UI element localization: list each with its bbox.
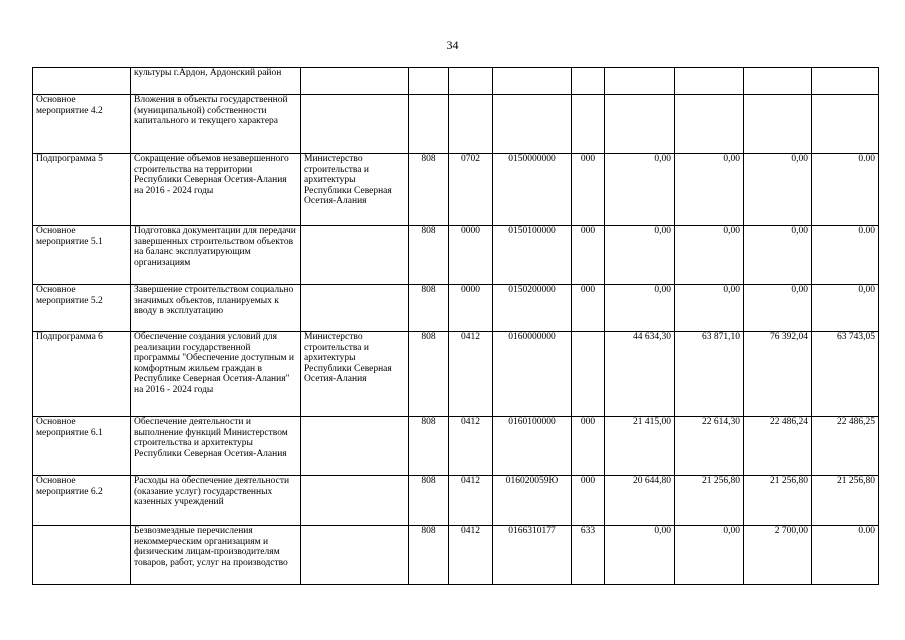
cell-amount-3: 0,00 <box>744 285 812 332</box>
cell-amount-3: 2 700,00 <box>744 526 812 585</box>
cell-amount-1 <box>605 68 675 95</box>
cell-grbs-code <box>409 68 449 95</box>
cell-amount-3: 22 486,24 <box>744 417 812 476</box>
cell-amount-1: 0,00 <box>605 154 675 226</box>
cell-amount-4: 63 743,05 <box>812 332 879 417</box>
cell-amount-2: 21 256,80 <box>675 476 744 526</box>
table-row <box>33 417 879 476</box>
cell-executor <box>301 476 409 526</box>
cell-executor: Министерство строительства и архитектуры Республики Северная Осетия-Алания <box>301 332 409 417</box>
cell-amount-4: 0,00 <box>812 285 879 332</box>
cell-title: Обеспечение создания условий для реализации государственной программы "Обеспечение доступным и комфортным жильем граждан в Республике Северная Осетия-Алания" на 2016 - 2024 годы <box>131 332 301 417</box>
cell-executor <box>301 417 409 476</box>
cell-amount-2: 63 871,10 <box>675 332 744 417</box>
table-row <box>33 476 879 526</box>
cell-vr-code: 000 <box>572 285 605 332</box>
cell-rzpr-code: 0412 <box>449 417 493 476</box>
cell-executor: Министерство строительства и архитектуры Республики Северная Осетия-Алания <box>301 154 409 226</box>
cell-rzpr-code: 0412 <box>449 332 493 417</box>
cell-amount-3: 76 392,04 <box>744 332 812 417</box>
cell-amount-1: 0,00 <box>605 526 675 585</box>
table-row <box>33 68 879 95</box>
cell-title: Подготовка документации для передачи завершенных строительством объектов на баланс эксплуатирующим организациям <box>131 226 301 285</box>
cell-amount-4: 0.00 <box>812 154 879 226</box>
table-row <box>33 95 879 154</box>
cell-grbs-code <box>409 95 449 154</box>
cell-rzpr-code: 0000 <box>449 285 493 332</box>
cell-vr-code: 000 <box>572 476 605 526</box>
cell-vr-code <box>572 68 605 95</box>
cell-amount-3: 0,00 <box>744 226 812 285</box>
table-row <box>33 526 879 585</box>
table-row <box>33 226 879 285</box>
cell-grbs-code: 808 <box>409 285 449 332</box>
cell-program-name: Подпрограмма 6 <box>33 332 131 417</box>
cell-title: Сокращение объемов незавершенного строительства на территории Республики Северная Осетия-Алания на 2016 - 2024 годы <box>131 154 301 226</box>
cell-executor <box>301 68 409 95</box>
cell-program-name: Подпрограмма 5 <box>33 154 131 226</box>
cell-amount-2: 22 614,30 <box>675 417 744 476</box>
cell-amount-2: 0,00 <box>675 285 744 332</box>
table-row <box>33 285 879 332</box>
cell-amount-4 <box>812 68 879 95</box>
cell-amount-4 <box>812 95 879 154</box>
cell-executor <box>301 226 409 285</box>
cell-amount-1: 44 634,30 <box>605 332 675 417</box>
cell-grbs-code: 808 <box>409 226 449 285</box>
cell-amount-1 <box>605 95 675 154</box>
cell-grbs-code: 808 <box>409 332 449 417</box>
cell-csr-code: 016020059Ю <box>493 476 572 526</box>
cell-amount-4: 21 256,80 <box>812 476 879 526</box>
cell-rzpr-code <box>449 95 493 154</box>
cell-csr-code: 0160100000 <box>493 417 572 476</box>
cell-amount-4: 0.00 <box>812 226 879 285</box>
cell-rzpr-code: 0412 <box>449 476 493 526</box>
cell-vr-code: 000 <box>572 154 605 226</box>
cell-program-name: Основное мероприятие 4.2 <box>33 95 131 154</box>
table-row <box>33 332 879 417</box>
cell-csr-code <box>493 95 572 154</box>
cell-amount-1: 0,00 <box>605 285 675 332</box>
cell-grbs-code: 808 <box>409 476 449 526</box>
cell-program-name: Основное мероприятие 6.2 <box>33 476 131 526</box>
cell-amount-3: 0,00 <box>744 154 812 226</box>
cell-csr-code: 0150000000 <box>493 154 572 226</box>
cell-executor <box>301 285 409 332</box>
cell-amount-3 <box>744 68 812 95</box>
cell-grbs-code: 808 <box>409 154 449 226</box>
cell-title: Обеспечение деятельности и выполнение функций Министерством строительства и архитектуры Республики Северная Осетия-Алания <box>131 417 301 476</box>
cell-amount-1: 0,00 <box>605 226 675 285</box>
cell-title: Расходы на обеспечение деятельности (оказание услуг) государственных казенных учреждений <box>131 476 301 526</box>
cell-rzpr-code: 0000 <box>449 226 493 285</box>
cell-vr-code <box>572 95 605 154</box>
cell-program-name: Основное мероприятие 6.1 <box>33 417 131 476</box>
cell-amount-1: 21 415,00 <box>605 417 675 476</box>
cell-vr-code <box>572 332 605 417</box>
cell-vr-code: 633 <box>572 526 605 585</box>
cell-program-name <box>33 526 131 585</box>
cell-amount-2: 0,00 <box>675 226 744 285</box>
cell-amount-2: 0,00 <box>675 526 744 585</box>
cell-csr-code: 0150200000 <box>493 285 572 332</box>
cell-amount-3: 21 256,80 <box>744 476 812 526</box>
cell-amount-2: 0,00 <box>675 154 744 226</box>
cell-program-name <box>33 68 131 95</box>
page-number: 34 <box>446 38 459 52</box>
cell-title: культуры г.Ардон, Ардонский район <box>131 68 301 95</box>
cell-grbs-code: 808 <box>409 526 449 585</box>
cell-grbs-code: 808 <box>409 417 449 476</box>
cell-csr-code: 0160000000 <box>493 332 572 417</box>
budget-table <box>32 67 879 585</box>
cell-csr-code: 0150100000 <box>493 226 572 285</box>
cell-title: Вложения в объекты государственной (муниципальной) собственности капитального и текущего характера <box>131 95 301 154</box>
cell-rzpr-code <box>449 68 493 95</box>
cell-executor <box>301 95 409 154</box>
cell-amount-3 <box>744 95 812 154</box>
cell-program-name: Основное мероприятие 5.2 <box>33 285 131 332</box>
cell-title: Завершение строительством социально значимых объектов, планируемых к вводу в эксплуатацию <box>131 285 301 332</box>
table-row <box>33 154 879 226</box>
cell-executor <box>301 526 409 585</box>
cell-amount-2 <box>675 95 744 154</box>
cell-amount-1: 20 644,80 <box>605 476 675 526</box>
cell-rzpr-code: 0702 <box>449 154 493 226</box>
cell-program-name: Основное мероприятие 5.1 <box>33 226 131 285</box>
cell-csr-code <box>493 68 572 95</box>
cell-vr-code: 000 <box>572 417 605 476</box>
cell-rzpr-code: 0412 <box>449 526 493 585</box>
cell-csr-code: 0166310177 <box>493 526 572 585</box>
cell-amount-2 <box>675 68 744 95</box>
cell-vr-code: 000 <box>572 226 605 285</box>
table-body <box>33 68 879 585</box>
cell-title: Безвозмездные перечисления некоммерческим организациям и физическим лицам-производителям товаров, работ, услуг на производство <box>131 526 301 585</box>
cell-amount-4: 22 486,25 <box>812 417 879 476</box>
cell-amount-4: 0.00 <box>812 526 879 585</box>
